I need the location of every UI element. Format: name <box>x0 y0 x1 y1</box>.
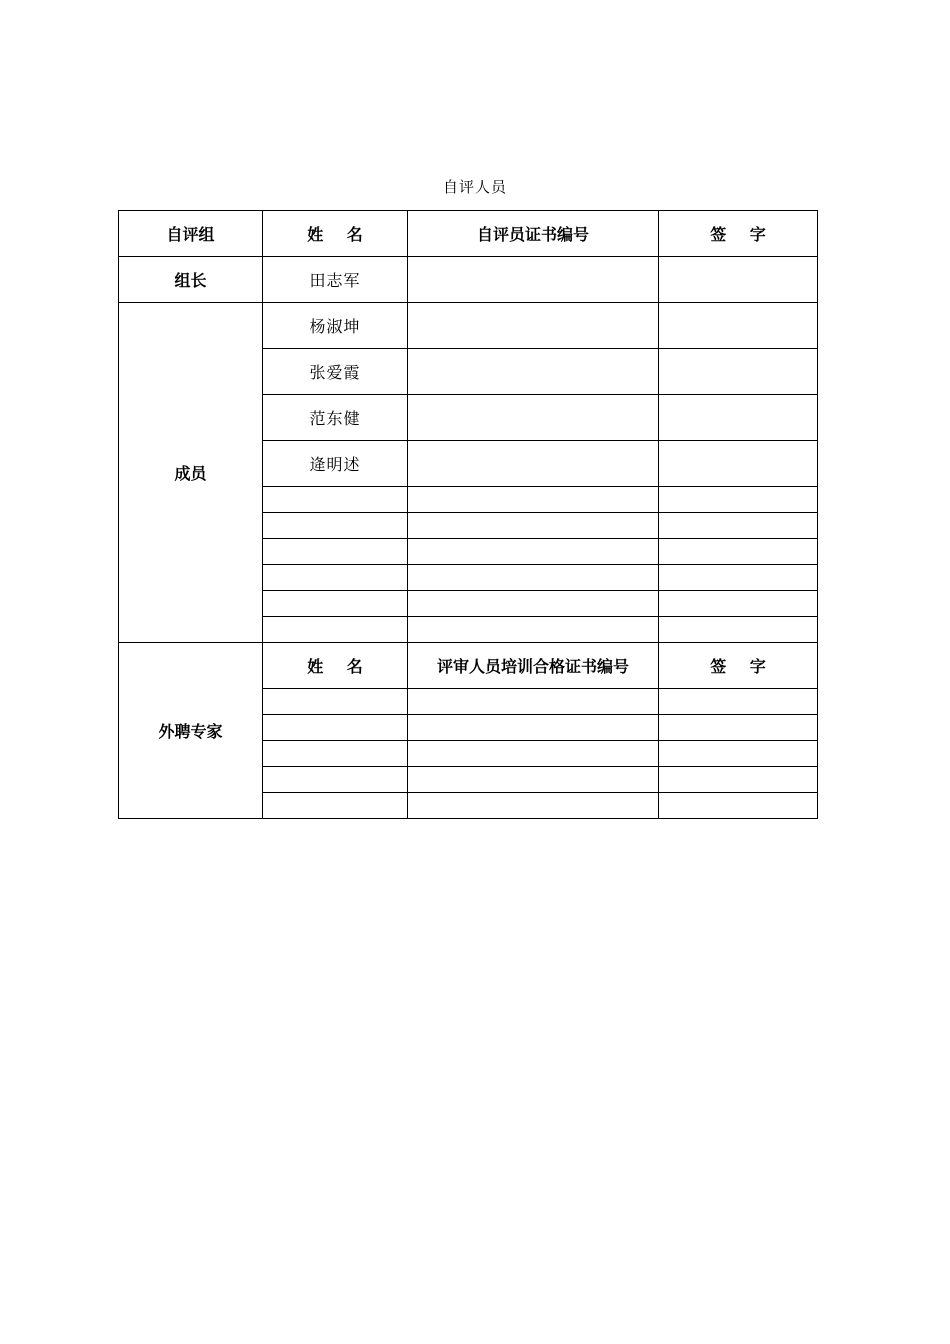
empty-cert-cell <box>408 617 659 643</box>
empty-cert-cell <box>408 793 659 819</box>
empty-signature-cell <box>659 741 818 767</box>
header-signature: 签 字 <box>659 211 818 257</box>
member-row <box>119 303 818 349</box>
empty-name-cell <box>263 793 408 819</box>
empty-cert-cell <box>408 487 659 513</box>
header-row <box>119 211 818 257</box>
leader-label: 组长 <box>119 257 263 303</box>
empty-signature-cell <box>659 565 818 591</box>
member-name: 杨淑坤 <box>263 303 408 349</box>
empty-name-cell <box>263 513 408 539</box>
self-evaluation-roster-table <box>118 210 818 819</box>
header-name: 姓 名 <box>263 211 408 257</box>
empty-cert-cell <box>408 513 659 539</box>
member-name: 范东健 <box>263 395 408 441</box>
member-name: 逄明述 <box>263 441 408 487</box>
experts-header-signature: 签 字 <box>659 643 818 689</box>
member-signature-cell <box>659 395 818 441</box>
empty-signature-cell <box>659 591 818 617</box>
empty-name-cell <box>263 565 408 591</box>
empty-cert-cell <box>408 539 659 565</box>
member-name: 张爱霞 <box>263 349 408 395</box>
empty-cert-cell <box>408 689 659 715</box>
leader-name: 田志军 <box>263 257 408 303</box>
member-cert-cell <box>408 349 659 395</box>
empty-name-cell <box>263 617 408 643</box>
experts-header-name: 姓 名 <box>263 643 408 689</box>
member-signature-cell <box>659 303 818 349</box>
member-cert-cell <box>408 395 659 441</box>
empty-name-cell <box>263 767 408 793</box>
member-cert-cell <box>408 303 659 349</box>
header-group: 自评组 <box>119 211 263 257</box>
empty-signature-cell <box>659 715 818 741</box>
member-signature-cell <box>659 441 818 487</box>
experts-label: 外聘专家 <box>119 643 263 819</box>
experts-header-cert-number: 评审人员培训合格证书编号 <box>408 643 659 689</box>
header-cert-number: 自评员证书编号 <box>408 211 659 257</box>
empty-name-cell <box>263 689 408 715</box>
page-title: 自评人员 <box>442 178 507 196</box>
members-label: 成员 <box>119 303 263 643</box>
empty-signature-cell <box>659 513 818 539</box>
empty-signature-cell <box>659 767 818 793</box>
empty-signature-cell <box>659 487 818 513</box>
empty-name-cell <box>263 591 408 617</box>
leader-cert-cell <box>408 257 659 303</box>
empty-cert-cell <box>408 715 659 741</box>
member-signature-cell <box>659 349 818 395</box>
empty-signature-cell <box>659 689 818 715</box>
empty-signature-cell <box>659 539 818 565</box>
empty-cert-cell <box>408 767 659 793</box>
empty-signature-cell <box>659 617 818 643</box>
empty-cert-cell <box>408 591 659 617</box>
empty-name-cell <box>263 539 408 565</box>
empty-name-cell <box>263 487 408 513</box>
empty-cert-cell <box>408 565 659 591</box>
empty-cert-cell <box>408 741 659 767</box>
empty-name-cell <box>263 741 408 767</box>
member-cert-cell <box>408 441 659 487</box>
experts-header-row <box>119 643 818 689</box>
leader-row <box>119 257 818 303</box>
empty-name-cell <box>263 715 408 741</box>
leader-signature-cell <box>659 257 818 303</box>
empty-signature-cell <box>659 793 818 819</box>
